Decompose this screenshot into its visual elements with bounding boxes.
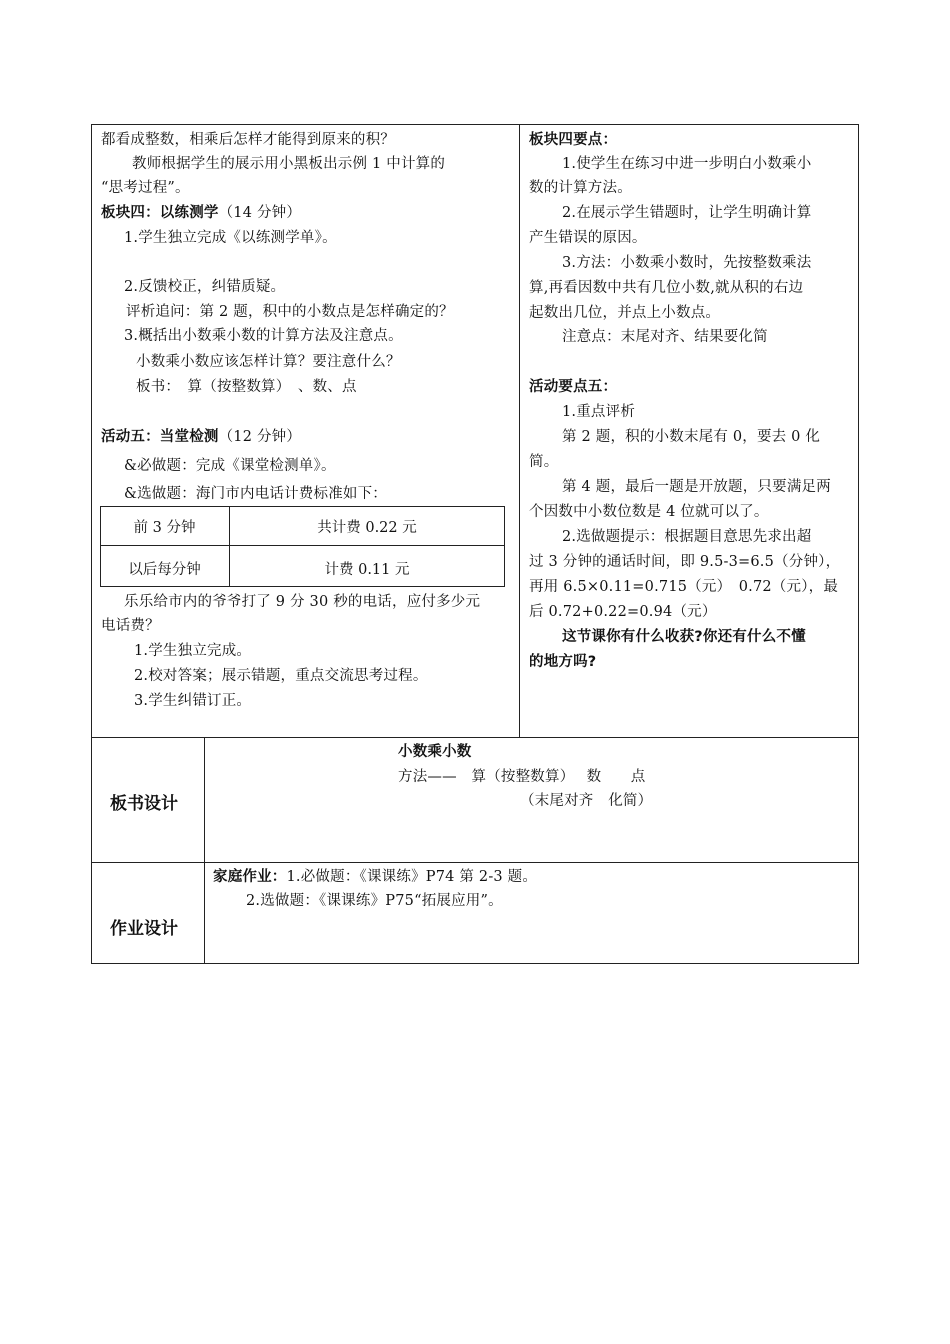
- right-text: 1.重点评析: [562, 404, 636, 420]
- right-text: 后 0.72+0.22=0.94（元）: [529, 604, 717, 620]
- board-note-line: （末尾对齐 化简）: [520, 793, 653, 809]
- left-text: 乐乐给市内的爷爷打了 9 分 30 秒的电话，应付多少元: [124, 594, 481, 610]
- right-text: 产生错误的原因。: [529, 230, 647, 246]
- right-text: 注意点：末尾对齐、结果要化简: [562, 329, 768, 345]
- left-text: 2.反馈校正，纠错质疑。: [124, 279, 286, 295]
- right-text: 算,再看因数中共有几位小数,就从积的右边: [529, 280, 804, 296]
- homework-design-label: 作业设计: [110, 919, 178, 939]
- right-text: 简。: [529, 454, 559, 470]
- left-text: 1.学生独立完成《以练测学单》。: [124, 230, 337, 246]
- section-title: 板块四：以练测学: [101, 205, 219, 221]
- section-title: 活动五：当堂检测: [101, 429, 219, 445]
- section-time: （14 分钟）: [218, 205, 302, 221]
- board-title: 小数乘小数: [398, 744, 472, 760]
- right-text: 1.使学生在练习中进一步明白小数乘小: [562, 156, 812, 172]
- right-text: 2.在展示学生错题时，让学生明确计算: [562, 205, 812, 221]
- left-text: 教师根据学生的展示用小黑板出示例 1 中计算的: [132, 156, 446, 172]
- left-text: 都看成整数，相乘后怎样才能得到原来的积？: [101, 132, 395, 148]
- left-text: 1.学生独立完成。: [134, 643, 252, 659]
- left-text: 3.概括出小数乘小数的计算方法及注意点。: [124, 328, 403, 344]
- section-title: 板块四要点：: [529, 132, 618, 148]
- right-text: 过 3 分钟的通话时间，即 9.5-3=6.5（分钟），: [529, 554, 841, 570]
- section-time: （12 分钟）: [218, 429, 302, 445]
- right-text: 第 2 题，积的小数末尾有 0，要去 0 化: [562, 429, 821, 445]
- left-text: 小数乘小数应该怎样计算？要注意什么？: [136, 354, 401, 370]
- row-divider-homework: [91, 862, 859, 863]
- right-text: 再用 6.5×0.11=0.715（元） 0.72（元），最: [529, 579, 839, 595]
- table-cell: 前 3 分钟: [133, 520, 196, 536]
- left-text: 板书： 算（按整数算） 、数、点: [136, 379, 357, 395]
- homework-heading: 家庭作业：: [213, 869, 287, 885]
- right-text: 数的计算方法。: [529, 180, 632, 196]
- left-text: &必做题：完成《课堂检测单》。: [124, 458, 336, 474]
- table-cell: 计费 0.11 元: [324, 562, 410, 578]
- homework-optional: 2.选做题：《课课练》P75“拓展应用”。: [246, 893, 503, 909]
- right-text: 3.方法：小数乘小数时，先按整数乘法: [562, 255, 812, 271]
- left-text: 3.学生纠错订正。: [134, 693, 252, 709]
- table-cell: 以后每分钟: [128, 562, 201, 578]
- left-text: 电话费？: [101, 618, 160, 634]
- right-text: 2.选做题提示：根据题目意思先求出超: [562, 529, 812, 545]
- fee-table-row-divider: [100, 545, 505, 546]
- left-text: &选做题：海门市内电话计费标准如下：: [124, 486, 388, 502]
- column-divider: [519, 124, 520, 738]
- section-title: 活动要点五：: [529, 379, 618, 395]
- right-text: 个因数中小数位数是 4 位就可以了。: [529, 504, 769, 520]
- table-cell: 共计费 0.22 元: [317, 520, 417, 536]
- left-text: 2.校对答案；展示错题，重点交流思考过程。: [134, 668, 428, 684]
- left-text: 评析追问：第 2 题，积中的小数点是怎样确定的？: [126, 304, 454, 320]
- label-column-divider: [204, 737, 205, 964]
- row-divider-board: [91, 737, 859, 738]
- board-design-label: 板书设计: [110, 794, 178, 814]
- right-text: 第 4 题，最后一题是开放题，只要满足两: [562, 479, 831, 495]
- section-heading: [101, 201, 301, 225]
- left-text: “思考过程”。: [101, 180, 190, 196]
- closing-question: 的地方吗?: [529, 654, 597, 670]
- section-heading: [101, 425, 301, 449]
- homework-line: [213, 865, 537, 889]
- homework-required: 1.必做题：《课课练》P74 第 2-3 题。: [286, 869, 538, 885]
- closing-question: 这节课你有什么收获?你还有什么不懂: [562, 629, 806, 645]
- right-text: 起数出几位，并点上小数点。: [529, 305, 721, 321]
- board-method-line: 方法—— 算（按整数算） 数 点: [398, 769, 646, 785]
